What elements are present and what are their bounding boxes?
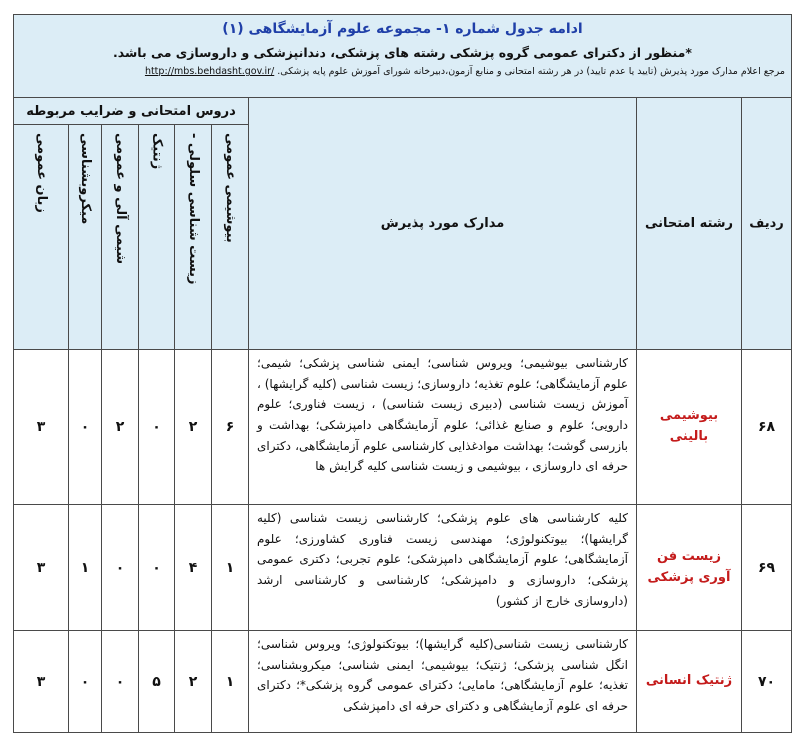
header-box bbox=[14, 15, 792, 98]
page-title: ادامه جدول شماره ۱- مجموعه علوم آزمایشگاهی (۱) bbox=[222, 21, 583, 37]
coef-cell: ۲ bbox=[175, 350, 212, 505]
coef-cell: ۲ bbox=[102, 350, 139, 505]
course-header-english: زبان عمومی bbox=[14, 125, 69, 350]
table-wrapper bbox=[13, 14, 791, 733]
column-header-row-1 bbox=[14, 98, 792, 125]
admission-table bbox=[13, 14, 792, 733]
coef-cell: ۵ bbox=[139, 631, 175, 733]
coef-cell: ۶ bbox=[212, 350, 249, 505]
header-note: *منظور از دکترای عمومی گروه پزشکی رشته های پزشکی، دندانپزشکی و داروسازی می باشد. bbox=[113, 45, 692, 60]
coef-cell: ۱ bbox=[212, 631, 249, 733]
course-header-microbiology: میکروبشناسی bbox=[69, 125, 102, 350]
row-index: ۶۹ bbox=[742, 505, 792, 631]
row-field: زیست فن آوری پزشکی bbox=[637, 505, 742, 631]
row-field: بیوشیمی بالینی bbox=[637, 350, 742, 505]
coef-cell: ۰ bbox=[69, 631, 102, 733]
row-docs: کارشناسی زیست شناسی(کلیه گرایشها)؛ بیوتکنولوژی؛ ویروس شناسی؛ انگل شناسی پزشکی؛ ژنتیک؛ بیوشیمی؛ ایمنی شناسی؛ میکروبشناسی؛ تغذیه؛ علوم آزمایشگاهی؛ مامایی؛ دکترای عمومی گروه پزشکی*؛ دکترای حرفه ای علوم آزمایشگاهی و دکترای حرفه ای دامپزشکی bbox=[249, 631, 637, 733]
table-row bbox=[14, 350, 792, 505]
reference-link[interactable]: http://mbs.behdasht.gov.ir/ bbox=[144, 66, 275, 77]
row-docs: کلیه کارشناسی های علوم پزشکی؛ کارشناسی زیست شناسی (کلیه گرایشها)؛ بیوتکنولوژی؛ مهندسی زیست فناوری کشاورزی؛ علوم آزمایشگاهی؛ علوم آزمایشگاهی دامپزشکی؛ علوم تجربی؛ دکتری عمومی پزشکی؛ داروسازی و دامپزشکی؛ کارشناسی و کارشناسی ارشد (داروسازی خارج از کشور) bbox=[249, 505, 637, 631]
reference-line bbox=[14, 66, 791, 77]
column-header-docs: مدارک مورد پذیرش bbox=[249, 98, 637, 350]
coef-cell: ۳ bbox=[14, 631, 69, 733]
row-index: ۶۸ bbox=[742, 350, 792, 505]
course-header-chemistry: شیمی آلی و عمومی bbox=[102, 125, 139, 350]
header-row bbox=[14, 15, 792, 98]
row-field: ژنتیک انسانی bbox=[637, 631, 742, 733]
reference-text: مرجع اعلام مدارک مورد پذیرش (تایید یا عدم تایید) در هر رشته امتحانی و منابع آزمون،دبیرخانه شورای آموزش علوم پایه پزشکی. bbox=[277, 66, 785, 77]
coef-cell: ۰ bbox=[102, 631, 139, 733]
course-header-genetics: ژنتیک bbox=[139, 125, 175, 350]
coef-cell: ۲ bbox=[175, 631, 212, 733]
column-header-row: ردیف bbox=[742, 98, 792, 350]
course-header-biochemistry: بیوشیمی عمومی bbox=[212, 125, 249, 350]
course-header-cell-biology: زیست شناسی سلولی - bbox=[175, 125, 212, 350]
coef-cell: ۳ bbox=[14, 505, 69, 631]
coef-cell: ۰ bbox=[139, 350, 175, 505]
row-docs: کارشناسی بیوشیمی؛ ویروس شناسی؛ ایمنی شناسی پزشکی؛ شیمی؛ علوم آزمایشگاهی؛ علوم تغذیه؛ داروسازی؛ زیست شناسی (کلیه گرایشها) ، آموزش زیست شناسی (دبیری زیست شناسی) ، زیست فناوری؛ علوم دارویی؛ علوم و صنایع غذائی؛ علوم آزمایشگاهی دامپزشکی؛ بهداشت و بازرسی گوشت؛ بهداشت موادغذایی کارشناسی علوم آزمایشگاهی، دکترای حرفه ای داروسازی ، بیوشیمی و زیست شناسی کلیه گرایش ها bbox=[249, 350, 637, 505]
row-index: ۷۰ bbox=[742, 631, 792, 733]
table-row bbox=[14, 505, 792, 631]
column-header-field: رشته امتحانی bbox=[637, 98, 742, 350]
coef-cell: ۰ bbox=[139, 505, 175, 631]
coef-cell: ۱ bbox=[212, 505, 249, 631]
column-header-courses-group: دروس امتحانی و ضرایب مربوطه bbox=[14, 98, 249, 125]
coef-cell: ۳ bbox=[14, 350, 69, 505]
table-row bbox=[14, 631, 792, 733]
coef-cell: ۴ bbox=[175, 505, 212, 631]
coef-cell: ۱ bbox=[69, 505, 102, 631]
coef-cell: ۰ bbox=[69, 350, 102, 505]
coef-cell: ۰ bbox=[102, 505, 139, 631]
